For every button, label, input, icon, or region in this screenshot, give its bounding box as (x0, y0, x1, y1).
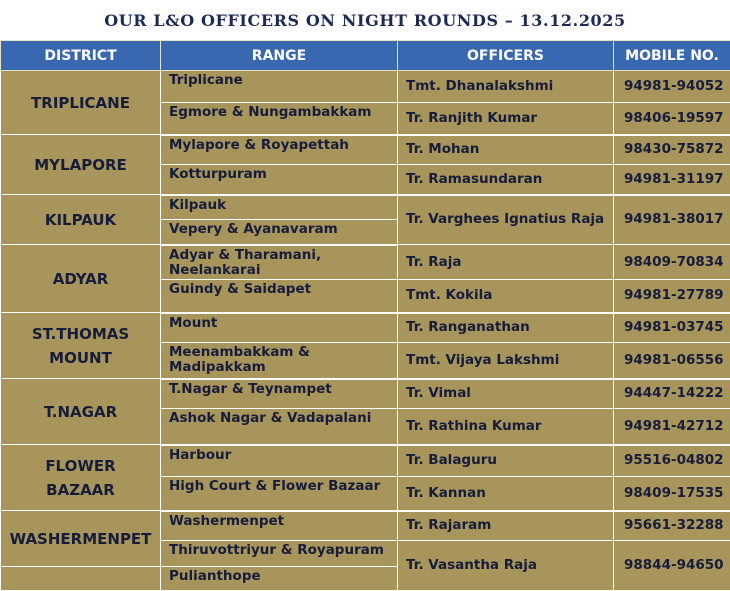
mobile-cell: 95661-32288 (614, 511, 730, 541)
officer-cell: Tr. Ranganathan (398, 313, 614, 343)
table-row (1, 313, 730, 343)
officer-cell: Tr. Raja (398, 245, 614, 280)
mobile-cell: 95516-04802 (614, 445, 730, 477)
range-cell: Kilpauk (161, 195, 398, 220)
table-row (1, 71, 730, 103)
district-cell: WASHERMENPET (1, 511, 161, 567)
range-cell: Mylapore & Royapettah (161, 135, 398, 165)
mobile-cell: 94981-94052 (614, 71, 730, 103)
officer-cell: Tr. Ranjith Kumar (398, 103, 614, 135)
range-cell: T.Nagar & Teynampet (161, 379, 398, 409)
mobile-cell: 98430-75872 (614, 135, 730, 165)
table-header-row (1, 41, 730, 71)
district-cell: ADYAR (1, 245, 161, 313)
table-row (1, 379, 730, 409)
range-cell: Mount (161, 313, 398, 343)
officer-cell: Tmt. Vijaya Lakshmi (398, 343, 614, 379)
range-cell: Harbour (161, 445, 398, 477)
district-cell: TRIPLICANE (1, 71, 161, 135)
mobile-cell: 94981-03745 (614, 313, 730, 343)
range-cell: Egmore & Nungambakkam (161, 103, 398, 135)
officer-cell: Tr. Balaguru (398, 445, 614, 477)
mobile-cell: 94981-38017 (614, 195, 730, 245)
mobile-cell: 94981-06556 (614, 343, 730, 379)
page-title: OUR L&O OFFICERS ON NIGHT ROUNDS – 13.12.2025 (104, 10, 626, 30)
mobile-cell: 98406-19597 (614, 103, 730, 135)
officer-cell: Tr. Kannan (398, 477, 614, 511)
table-row (1, 511, 730, 541)
district-cell: T.NAGAR (1, 379, 161, 445)
range-line-1: Adyar & Tharamani, (169, 246, 322, 263)
officer-cell: Tr. Vasantha Raja (398, 541, 614, 591)
range-cell: Vepery & Ayanavaram (161, 220, 398, 245)
officer-cell: Tr. Rajaram (398, 511, 614, 541)
range-cell: Kotturpuram (161, 165, 398, 195)
range-line-2: Neelankarai (169, 261, 261, 278)
range-cell: High Court & Flower Bazaar (161, 477, 398, 511)
mobile-cell: 94447-14222 (614, 379, 730, 409)
mobile-cell: 94981-31197 (614, 165, 730, 195)
table-row (1, 245, 730, 280)
range-cell: Triplicane (161, 71, 398, 103)
mobile-header: MOBILE NO. (614, 41, 730, 71)
district-cell: FLOWER BAZAAR (1, 445, 161, 511)
range-cell: Ashok Nagar & Vadapalani (161, 409, 398, 445)
district-cell: KILPAUK (1, 195, 161, 245)
range-cell: Pulianthope (161, 567, 398, 591)
district-header: DISTRICT (1, 41, 161, 71)
mobile-cell: 94981-27789 (614, 280, 730, 313)
mobile-cell: 98409-70834 (614, 245, 730, 280)
mobile-cell: 98844-94650 (614, 541, 730, 591)
range-line-2: Madipakkam (169, 359, 266, 375)
officer-cell: Tr. Vimal (398, 379, 614, 409)
officer-cell: Tmt. Kokila (398, 280, 614, 313)
range-cell: Thiruvottriyur & Royapuram (161, 541, 398, 567)
range-cell: Washermenpet (161, 511, 398, 541)
officers-header: OFFICERS (398, 41, 614, 71)
officer-cell: Tr. Varghees Ignatius Raja (398, 195, 614, 245)
officer-cell: Tr. Ramasundaran (398, 165, 614, 195)
district-cell: ST.THOMAS MOUNT (1, 313, 161, 379)
range-cell (161, 343, 398, 379)
range-cell: Guindy & Saidapet (161, 280, 398, 313)
district-cell: MYLAPORE (1, 135, 161, 195)
mobile-cell: 94981-42712 (614, 409, 730, 445)
officer-cell: Tr. Mohan (398, 135, 614, 165)
table-row (1, 195, 730, 220)
district-cell (1, 567, 161, 591)
table-row (1, 445, 730, 477)
officer-cell: Tr. Rathina Kumar (398, 409, 614, 445)
mobile-cell: 98409-17535 (614, 477, 730, 511)
range-header: RANGE (161, 41, 398, 71)
range-cell (161, 245, 398, 280)
officers-table (0, 40, 730, 591)
range-line-1: Meenambakkam & (169, 344, 310, 360)
table-row (1, 135, 730, 165)
officer-cell: Tmt. Dhanalakshmi (398, 71, 614, 103)
